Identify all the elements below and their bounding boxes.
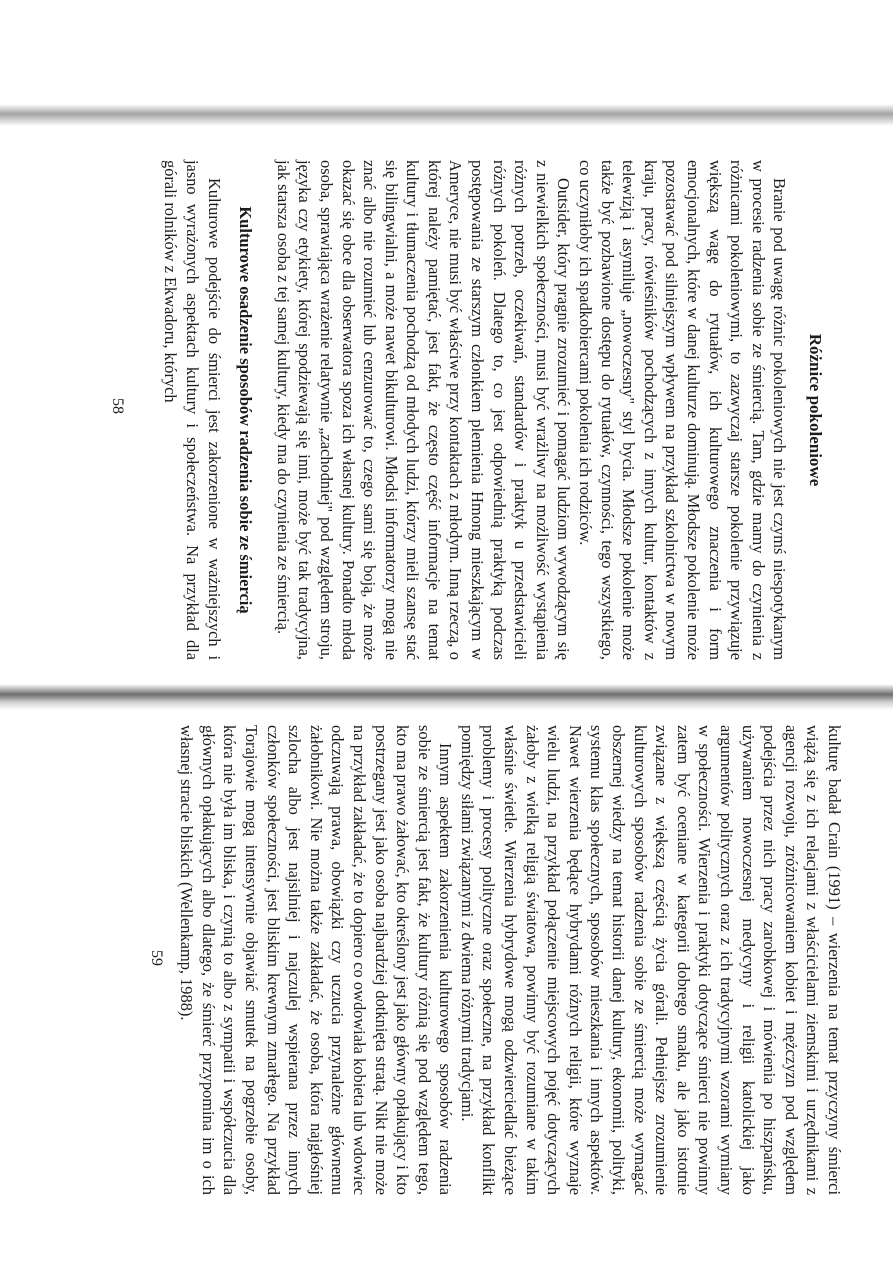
section-heading: Różnice pokoleniowe — [806, 333, 825, 487]
paragraph: Kulturowe podejście do śmierci jest zakorzenione w ważniejszych i jasno wyrażonych aspektach kultury i społeczeństwa. Na przykład dla górali rolników z Ekwadoru, których — [161, 160, 224, 660]
right-page-text-column — [176, 725, 845, 1195]
right-page — [145, 725, 845, 1195]
section-subheading: Kulturowe osadzenie sposobów radzenia sobie ze śmiercią — [236, 206, 256, 614]
page-number: 58 — [109, 398, 126, 414]
paragraph: kulturę badał Crain (1991) – wierzenia na temat przyczyny śmierci wiążą się z ich relacjami z właścicielami ziemskimi i urzędnikami z agencji rozwoju, zróżnicowaniem kobiet i mężczyzn pod względem podejścia przez nich pracy zarobkowej i mówienia po hiszpańsku, używaniem nowoczesnej medycyny i religii katolickiej jako argumentów politycznych oraz z ich tradycyjnymi wzorami wymiany w społeczności. Wierzenia i praktyki dotyczące śmierci nie powinny zatem być oceniane w kategorii dobrego smaku, ale jako istotnie związane z większą częścią życia górali. Pełniejsze zrozumienie kulturowych sposobów radzenia sobie ze śmiercią może wymagać obszernej wiedzy na temat historii danej kultury, ekonomii, polityki, systemu klas społecznych, sposobów mieszkania i innych aspektów. Nawet wierzenia będące hybrydami różnych religii, które wyznaje wielu ludzi, na przykład połączenie miejscowych pojęć dotyczących żałoby z wielką religią światowa, powinny być rozumiane w takim właśnie świetle. Wierzenia hybrydowe mogą odzwierciedlać bieżące problemy i procesy polityczne oraz społeczne, na przykład konflikt pomiędzy siłami związanymi z dwiema różnymi tradycjami. — [457, 725, 844, 1195]
page-top-shadow — [0, 104, 893, 126]
paragraph: Branie pod uwagę różnic pokoleniowych nie jest czymś niespotykanym w procesie radzenia sobie ze śmiercią. Tam, gdzie mamy do czynienia z różnicami pokoleniowymi, to zazwyczaj starsze pokolenie przywiązuje większą wagę do rytuałów, ich kulturowego znaczenia i form emocjonalnych, które w danej kulturze dominują. Młodsze pokolenie może pozostawać pod silniejszym wpływem na przykład szkolnictwa w nowym kraju, pracy, rówieśników pochodzących z innych kultur, kontaktów z telewizją i asymiluje „nowoczesny" styl bycia. Młodsze pokolenie może także być pozbawione dostępu do rytuałów, czynności, tego wszystkiego, co uczyniłoby ich spadkobiercami pokolenia ich rodziców. — [576, 160, 790, 660]
book-gutter-shadow — [0, 684, 893, 710]
left-page-text-column — [160, 160, 826, 660]
paragraph: Innym aspektem zakorzenienia kulturowego sposobów radzenia sobie ze śmiercią jest fakt, że kultury różnią się pod względem tego, kto ma prawo żałować, kto określony jest jako główny opłakujący i kto postrzegany jest jako osoba najbardziej dotknięta stratą. Nikt nie może na przykład zakładać, że to dopiero co owdowiała kobieta lub wdowiec odczuwają prawa, obowiązki czy uczucia przynależne głównemu żałobnikowi. Nie można także zakładać, że osoba, która najgłośniej szlocha albo jest najsilniej i najczulej wspierana przez innych członków społeczności, jest bliskim krewnym zmarłego. Na przykład Torajowie mogą intensywnie objawiać smutek na pogrzebie osoby, która nie była im bliska, i czynią to albo z sympatii i współczucia dla głównych opłakujących albo dlatego, że śmierć przypomina im o ich własnej stracie bliskich (Wellenkamp, 1988). — [177, 725, 456, 1195]
paragraph: Outsider, który pragnie zrozumieć i pomagać ludziom wywodzącym się z niewielkich społeczności, musi być wrażliwy na możliwość wystąpienia różnych potrzeb, oczekiwań, standardów i praktyk u przedstawicieli różnych pokoleń. Dlatego to, co jest odpowiednią praktyką podczas postępowania ze starszym członkiem plemienia Hmong mieszkającym w Ameryce, nie musi być właściwe przy kontaktach z młodym. Inną rzeczą, o której należy pamiętać, jest fakt, że często część informacje na temat kultury i tłumaczenia pochodzą od młodych ludzi, którzy mieli szansę stać się bilingwialni, a może nawet bikulturowi. Młodsi informatorzy mogą nie znać albo nie rozumieć lub cenzurować to, czego sami się boją, że może okazać się obce dla obserwatora spoza ich własnej kultury. Ponadto młoda osoba, sprawiająca wrażenie relatywnie „zachodniej" pod względem stroju, języka czy etykiety, której spodziewają się inni, może być tak tradycyjna, jak starsza osoba z tej samej kultury, kiedy ma do czynienia ze śmiercią. — [273, 160, 574, 660]
page-number: 59 — [148, 950, 165, 966]
left-page — [81, 160, 826, 660]
